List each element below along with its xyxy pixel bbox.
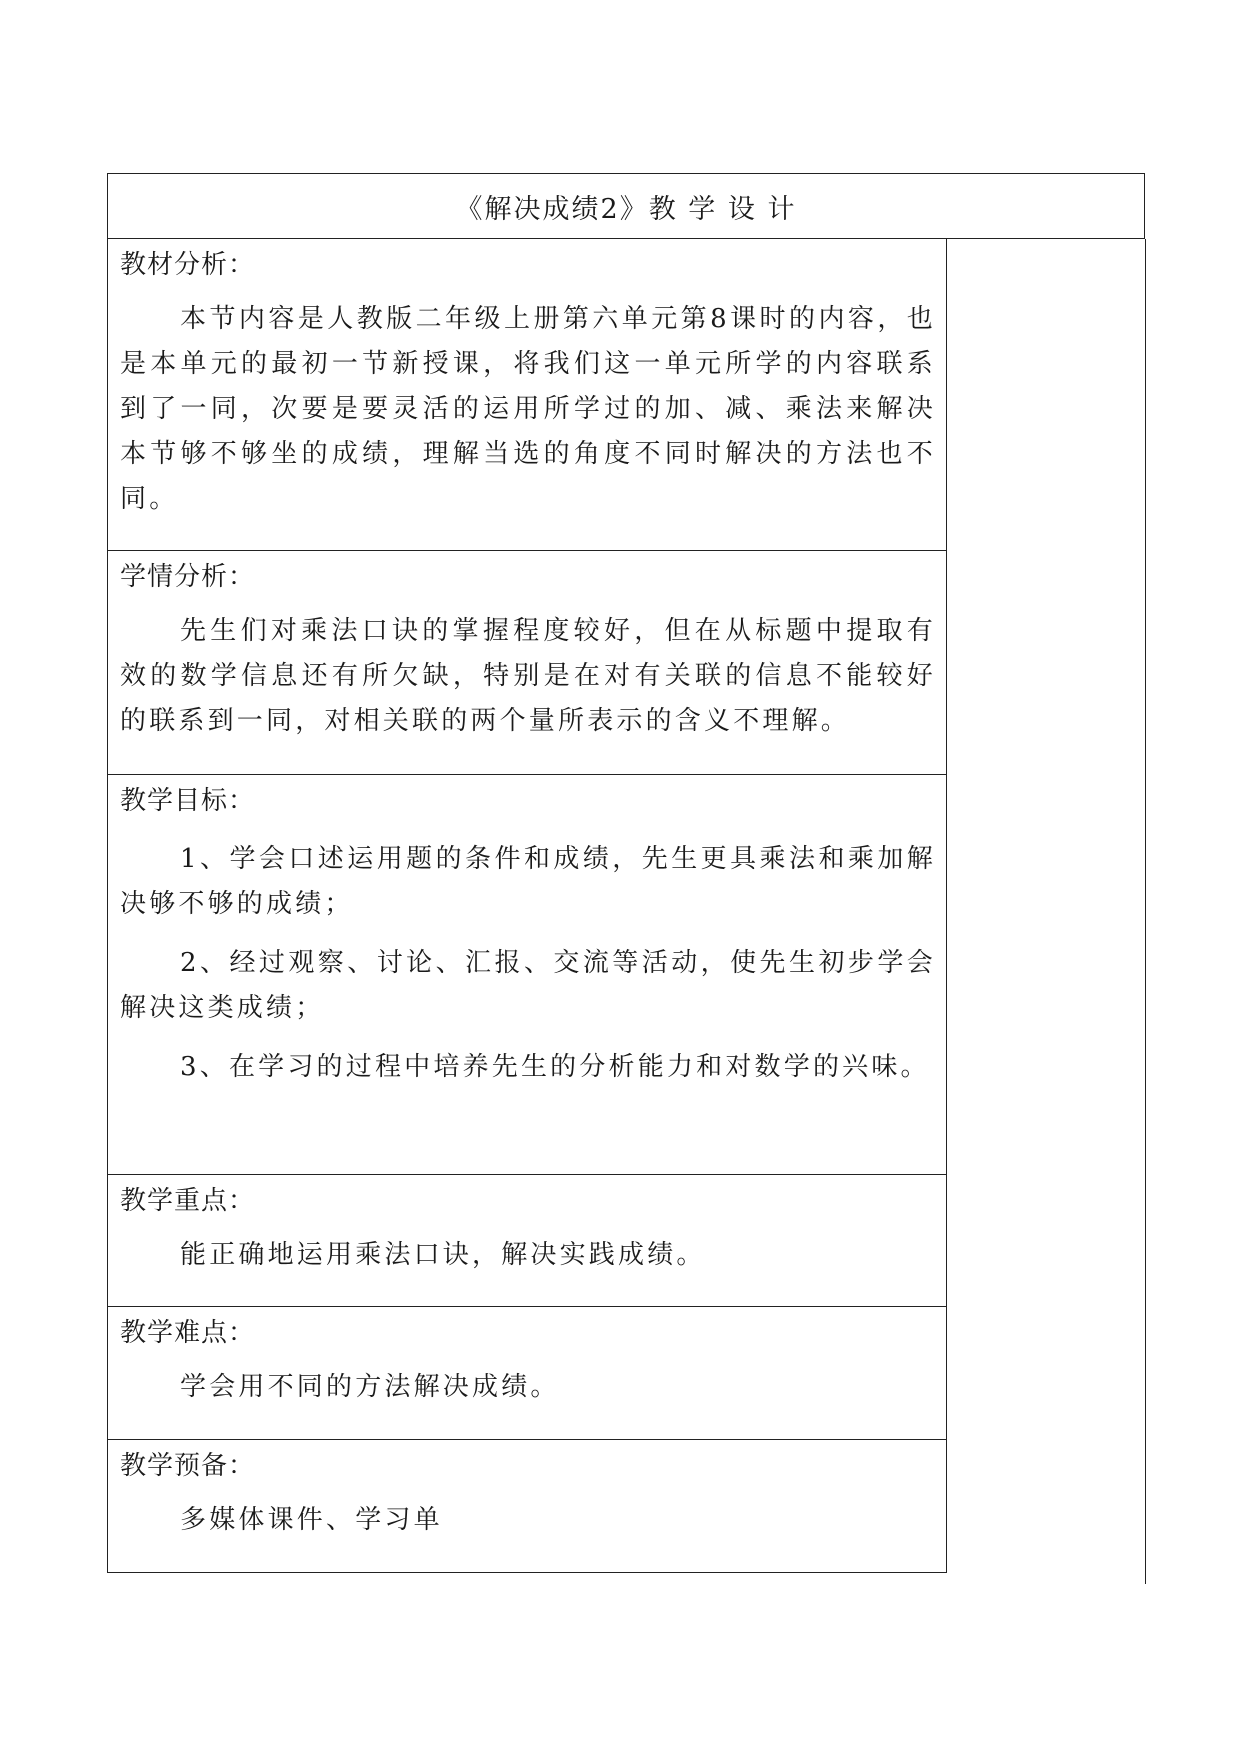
section-paragraph: 本节内容是人教版二年级上册第六单元第8课时的内容，也是本单元的最初一节新授课，将我们这一单元所学的内容联系到了一同，次要是要灵活的运用所学过的加、减、乘法来解决本节够不够坐的成绩，理解当选的角度不同时解决的方法也不同。 [120,304,936,514]
section-difficulties [107,1307,947,1440]
goal-item: 3、在学习的过程中培养先生的分析能力和对数学的兴味。 [180,1052,930,1082]
section-textbook-analysis [107,238,947,551]
goal-item: 2、经过观察、讨论、汇报、交流等活动，使先生初步学会解决这类成绩； [120,948,936,1023]
document-title: 《解决成绩2》教 学 设 计 [107,173,1145,239]
section-paragraph: 能正确地运用乘法口诀，解决实践成绩。 [180,1240,706,1270]
section-heading: 教学预备： [120,1451,256,1481]
section-paragraph: 学会用不同的方法解决成绩。 [180,1372,560,1402]
section-teaching-goals [107,775,947,1175]
section-preparation [107,1440,947,1573]
section-heading: 教材分析： [120,250,256,280]
section-heading: 教学目标： [120,786,256,816]
section-key-points [107,1175,947,1307]
goal-item: 1、学会口述运用题的条件和成绩，先生更具乘法和乘加解决够不够的成绩； [120,844,936,919]
section-heading: 学情分析： [120,562,256,592]
section-heading: 教学重点： [120,1186,256,1216]
section-paragraph: 先生们对乘法口诀的掌握程度较好，但在从标题中提取有效的数学信息还有所欠缺，特别是在对有关联的信息不能较好的联系到一同，对相关联的两个量所表示的含义不理解。 [120,616,936,736]
right-column-border [1145,239,1146,1584]
lesson-plan-table [107,238,947,1573]
section-heading: 教学难点： [120,1318,256,1348]
section-paragraph: 多媒体课件、学习单 [180,1505,443,1535]
section-student-analysis [107,551,947,775]
lesson-plan-document [107,173,1147,1583]
